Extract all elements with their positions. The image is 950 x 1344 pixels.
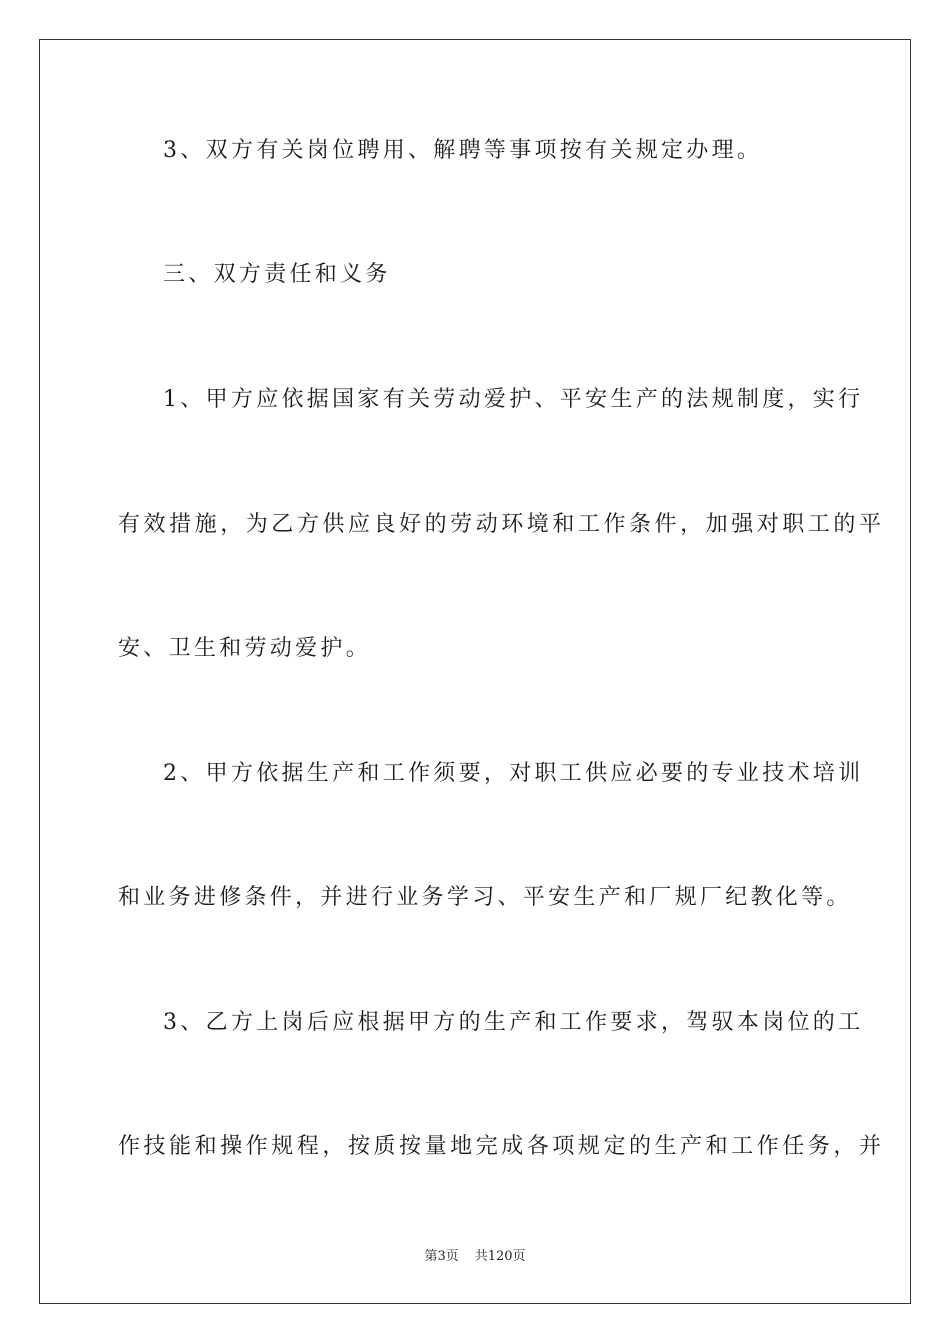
page-border — [39, 39, 911, 1304]
paragraph-line: 2、甲方依据生产和工作须要，对职工供应必要的专业技术培训 — [163, 761, 864, 786]
paragraph-line: 和业务进修条件，并进行业务学习、平安生产和厂规厂纪教化等。 — [118, 885, 852, 910]
page-total: 共120页 — [474, 1249, 526, 1264]
paragraph-line: 1、甲方应依据国家有关劳动爱护、平安生产的法规制度，实行 — [163, 387, 864, 412]
paragraph-line: 作技能和操作规程，按质按量地完成各项规定的生产和工作任务，并 — [118, 1134, 885, 1159]
paragraph-line: 安、卫生和劳动爱护。 — [118, 636, 372, 661]
paragraph-line: 有效措施，为乙方供应良好的劳动环境和工作条件，加强对职工的平 — [118, 512, 885, 537]
paragraph-line: 3、双方有关岗位聘用、解聘等事项按有关规定办理。 — [163, 138, 763, 163]
paragraph-line: 3、乙方上岗后应根据甲方的生产和工作要求，驾驭本岗位的工 — [163, 1010, 864, 1035]
page-footer — [0, 1248, 950, 1266]
page-number: 第3页 — [424, 1249, 459, 1264]
section-heading: 三、双方责任和义务 — [163, 262, 391, 287]
